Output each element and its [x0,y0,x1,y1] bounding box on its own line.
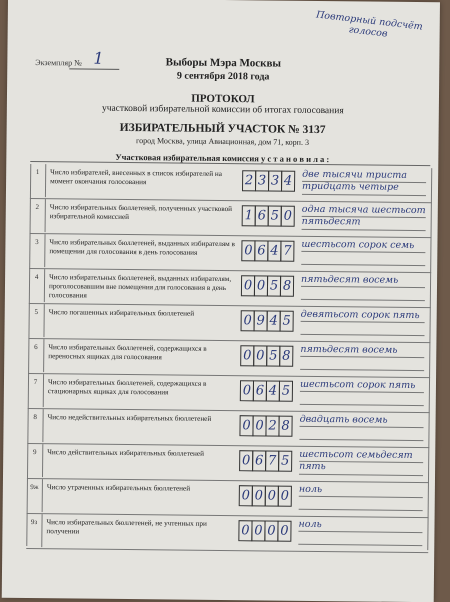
words-underline [301,251,425,253]
words-underline [301,299,425,301]
row-number: 5 [28,304,44,337]
digit-box: 5 [268,205,282,226]
row-label: Число избирательных бюллетеней, полученных участковой избирательной комиссией [49,203,233,222]
digit-box: 6 [253,380,267,401]
digit-box: 9 [254,310,268,331]
table-row [27,409,429,448]
digit-box: 3 [255,170,269,191]
digit-boxes [240,380,292,402]
digit-boxes [239,485,291,507]
election-title: Выборы Мэра Москвы [165,56,282,70]
digit-box: 7 [280,241,294,262]
amount-in-words: девятьсот сорок пять [300,308,420,322]
row-number: 3 [29,234,45,267]
digit-box: 7 [265,450,279,471]
words-underline [298,544,422,546]
words-underline [302,194,426,196]
words-underline [299,509,423,511]
digit-box: 8 [279,346,293,367]
row-number: 9з [26,514,42,547]
table-row [26,514,428,553]
table-row [29,269,431,308]
digit-box: 6 [254,240,268,261]
words-underline [300,369,424,371]
digit-box: 0 [278,486,292,507]
protocol-heading: ПРОТОКОЛ [191,92,255,106]
digit-box: 0 [277,521,291,542]
amount-in-words: одна тысяча шестьсот пятьдесят [301,203,426,228]
words-underline [300,426,424,428]
digit-box: 5 [266,345,280,366]
handwritten-note: Повторный подсчёт голосов [315,9,424,40]
row-number: 1 [30,164,46,197]
digit-boxes [241,275,293,297]
words-underline [298,531,422,533]
digit-box: 5 [279,381,293,402]
row-number: 4 [29,269,45,302]
digit-box: 0 [265,485,279,506]
digit-box: 4 [267,240,281,261]
digit-box: 0 [241,275,255,296]
digit-boxes [241,310,293,332]
row-label: Число избирательных бюллетеней, выданных избирателям, проголосовавшим вне помещения для голосования в день голосования [48,273,232,300]
words-underline [300,356,424,358]
district-title: ИЗБИРАТЕЛЬНЫЙ УЧАСТОК № 3137 [119,121,326,137]
digit-box: 0 [253,345,267,366]
digit-box: 5 [280,311,294,332]
table-row [27,479,429,518]
amount-in-words: две тысячи триста тридцать четыре [301,168,408,193]
words-underline [301,321,425,323]
digit-boxes [241,240,293,262]
row-number: 2 [30,199,46,232]
words-underline [300,334,424,336]
amount-in-words: ноль [298,483,323,496]
digit-box: 4 [281,171,295,192]
digit-boxes [240,345,292,367]
digit-boxes [242,205,294,227]
results-table [26,164,432,553]
words-underline [301,264,425,266]
words-underline [299,496,423,498]
digit-box: 4 [266,380,280,401]
digit-box: 5 [278,451,292,472]
row-number: 9 [27,444,43,477]
digit-box: 8 [278,416,292,437]
digit-box: 1 [242,205,256,226]
row-label: Число избирательных бюллетеней, не учтенных при получении [46,518,207,536]
digit-box: 0 [281,206,295,227]
copy-number: 1 [93,48,104,68]
district-address: город Москва, улица Авиационная, дом 71, корп. 3 [136,136,310,147]
row-label: Число избирательных бюллетеней, выданных избирателям в помещении для голосования в день голосования [49,238,235,257]
digit-box: 2 [265,415,279,436]
digit-box: 0 [254,275,268,296]
amount-in-words: шестьсот семьдесят пять [299,448,413,473]
protocol-subheading: участковой избирательной комиссии об итогах голосования [101,103,344,117]
row-label: Число избирательных бюллетеней, содержащихся в переносных ящиках для голосования [48,343,207,362]
digit-box: 0 [264,520,278,541]
digit-box: 0 [251,520,265,541]
words-underline [301,286,425,288]
digit-box: 0 [240,380,254,401]
digit-box: 5 [267,275,281,296]
digit-box: 0 [241,310,255,331]
digit-box: 4 [267,310,281,331]
digit-boxes [239,450,291,472]
digit-box: 0 [241,240,255,261]
row-number: 8 [27,409,43,442]
amount-in-words: шестьсот сорок семь [301,238,415,252]
digit-boxes [242,170,294,192]
row-label: Число недействительных избирательных бюллетеней [47,413,212,423]
words-underline [300,404,424,406]
words-underline [302,229,426,231]
digit-box: 6 [255,205,269,226]
digit-box: 0 [239,450,253,471]
digit-box: 8 [280,276,294,297]
digit-box: 0 [239,415,253,436]
row-label: Число действительных избирательных бюллетеней [47,448,204,458]
copy-label: Экземпляр № [35,58,82,68]
row-number: 7 [28,374,44,407]
table-row [30,164,432,203]
digit-box: 3 [268,170,282,191]
amount-in-words: шестьсот сорок пять [299,378,416,392]
amount-in-words: пятьдесят восемь [300,343,398,356]
digit-box: 0 [252,415,266,436]
row-label: Число избирательных бюллетеней, содержащихся в стационарных ящиках для голосования [47,378,207,397]
digit-box: 0 [238,520,252,541]
row-number: 6 [28,339,44,372]
digit-boxes [238,520,290,542]
table-row [27,444,429,483]
digit-box: 0 [240,345,254,366]
amount-in-words: ноль [298,518,322,531]
table-row [30,199,432,238]
words-underline [299,439,423,441]
digit-boxes [239,415,291,437]
digit-box: 0 [252,485,266,506]
amount-in-words: пятьдесят восемь [301,273,399,286]
row-label: Число избирателей, внесенных в список избирателей на момент окончания голосования [50,168,222,187]
table-row [29,234,431,273]
row-label: Число утраченных избирательных бюллетеней [46,483,191,493]
row-label: Число погашенных избирательных бюллетеней [48,308,195,318]
digit-box: 0 [239,485,253,506]
digit-box: 6 [252,450,266,471]
row-number: 9ж [27,479,43,512]
digit-box: 2 [242,170,256,191]
words-underline [299,474,423,476]
election-date: 9 сентября 2018 года [176,70,270,83]
table-row [28,374,430,413]
table-row [28,339,430,378]
protocol-sheet [2,0,440,602]
words-underline [300,391,424,393]
section-title: Участковая избирательная комиссия у с т а н о в и л а : [115,151,330,165]
table-row [28,304,430,343]
amount-in-words: двадцать восемь [299,413,388,426]
